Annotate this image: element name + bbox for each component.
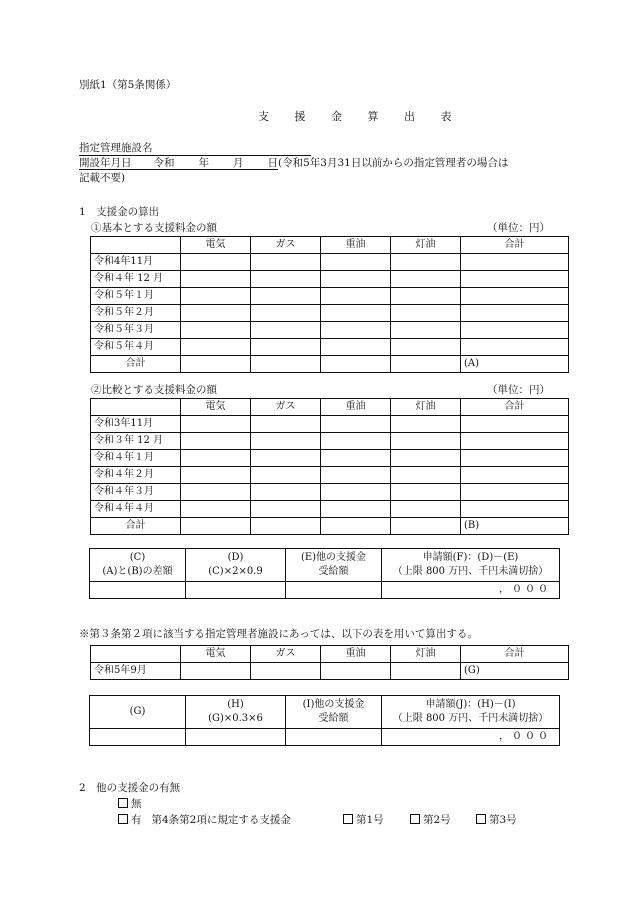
table-row — [91, 288, 569, 305]
table-c-header-cell: ガス — [251, 646, 321, 663]
section1-heading: 1 支援金の算出 — [79, 206, 160, 218]
row-label: 令和3年11月 — [91, 416, 181, 433]
input-cell[interactable] — [251, 484, 321, 501]
input-cell[interactable] — [391, 663, 461, 680]
input-cell[interactable] — [251, 254, 321, 271]
table-row — [91, 271, 569, 288]
table-a-caption: ①基本とする支援料金の額 — [91, 222, 217, 234]
calc-table-1-values — [90, 582, 560, 599]
input-cell[interactable] — [181, 322, 251, 339]
table-total-row — [91, 356, 569, 373]
row-label: 令和５年３月 — [91, 322, 181, 339]
input-cell[interactable] — [321, 501, 391, 518]
input-cell[interactable] — [251, 288, 321, 305]
opening-date-field[interactable] — [79, 158, 278, 170]
input-cell[interactable] — [391, 518, 461, 535]
checkbox-item-2[interactable] — [410, 814, 420, 824]
table-b — [90, 398, 569, 535]
input-cell[interactable] — [181, 467, 251, 484]
apply-amount-j-header: 申請額(J)：(H)－(I) （上限 800 万円、千円未満切捨） — [382, 696, 560, 729]
opening-era: 令和 — [153, 157, 175, 169]
input-cell[interactable] — [321, 322, 391, 339]
table-a-unit: （単位：円） — [487, 222, 550, 234]
table-row — [91, 339, 569, 356]
input-cell[interactable] — [321, 484, 391, 501]
table-row — [91, 433, 569, 450]
diff-ab-header: (C) (A)と(B)の差額 — [90, 549, 186, 582]
item-3[interactable] — [476, 814, 517, 826]
table-a-header-cell: 灯油 — [391, 237, 461, 254]
input-cell[interactable] — [461, 501, 569, 518]
table-c-header-cell: 合計 — [461, 646, 569, 663]
row-label: 令和５年２月 — [91, 305, 181, 322]
input-cell[interactable] — [321, 518, 391, 535]
input-cell[interactable] — [251, 305, 321, 322]
input-cell[interactable] — [286, 582, 382, 599]
checkbox-item-1[interactable] — [343, 814, 353, 824]
input-cell[interactable] — [251, 433, 321, 450]
table-b-header-row — [91, 399, 569, 416]
input-cell[interactable] — [461, 254, 569, 271]
calc-d-header: (D) (C)×2×0.9 — [186, 549, 286, 582]
calc-table-1-header — [90, 549, 560, 582]
page-title: 支 援 金 算 出 表 — [258, 110, 463, 123]
input-cell[interactable] — [181, 254, 251, 271]
calc-table-2-values — [90, 729, 560, 746]
input-cell[interactable] — [181, 663, 251, 680]
table-total-row — [91, 518, 569, 535]
input-cell[interactable] — [186, 729, 286, 746]
table-row — [91, 501, 569, 518]
row-label: 令和４年３月 — [91, 484, 181, 501]
opening-note-1: (令和5年3月31日以前からの指定管理者の場合は — [278, 157, 509, 169]
input-cell[interactable] — [181, 518, 251, 535]
input-cell[interactable] — [251, 416, 321, 433]
input-cell[interactable] — [321, 305, 391, 322]
total-label: 合計 — [91, 518, 181, 535]
input-cell[interactable] — [181, 288, 251, 305]
calc-table-2 — [89, 695, 560, 746]
calc-table-2-header — [90, 696, 560, 729]
opening-day: 日 — [267, 157, 278, 169]
input-cell[interactable] — [391, 450, 461, 467]
apply-amount-j-cell[interactable]: ，０００ — [382, 729, 560, 746]
table-b-unit: （単位：円） — [487, 384, 550, 396]
input-cell[interactable] — [321, 433, 391, 450]
table-row — [91, 416, 569, 433]
opening-month: 月 — [233, 157, 244, 169]
total-g-cell[interactable]: (G) — [461, 663, 569, 680]
total-label: 合計 — [91, 356, 181, 373]
input-cell[interactable] — [251, 339, 321, 356]
table-row — [91, 322, 569, 339]
article3-note: ※第３条第２項に該当する指定管理者施設にあっては、以下の表を用いて算出する。 — [79, 628, 478, 640]
option-none-label: 無 — [131, 798, 142, 810]
table-b-header-cell: 灯油 — [391, 399, 461, 416]
input-cell[interactable] — [181, 305, 251, 322]
table-row — [91, 254, 569, 271]
input-cell[interactable] — [391, 484, 461, 501]
input-cell[interactable] — [461, 450, 569, 467]
opening-year: 年 — [198, 157, 209, 169]
input-cell[interactable] — [321, 271, 391, 288]
input-cell[interactable] — [251, 356, 321, 373]
input-cell[interactable] — [391, 322, 461, 339]
input-cell[interactable] — [251, 663, 321, 680]
checkbox-none[interactable] — [118, 798, 128, 808]
option-yes-detail: 第4条第2項に規定する支援金 — [151, 814, 291, 826]
input-cell[interactable] — [181, 484, 251, 501]
input-cell[interactable] — [391, 501, 461, 518]
input-cell[interactable] — [391, 305, 461, 322]
table-b-caption: ②比較とする支援料金の額 — [91, 384, 217, 396]
input-cell[interactable] — [321, 339, 391, 356]
input-cell[interactable] — [251, 467, 321, 484]
calc-table-1 — [89, 548, 560, 599]
input-cell[interactable] — [461, 484, 569, 501]
other-subsidy-i-header: (I)他の支援金 受給額 — [286, 696, 382, 729]
input-cell[interactable] — [251, 518, 321, 535]
input-cell[interactable] — [181, 356, 251, 373]
input-cell[interactable] — [391, 254, 461, 271]
g-header: (G) — [90, 696, 186, 729]
input-cell[interactable] — [90, 582, 186, 599]
apply-amount-f-header: 申請額(F)：(D)－(E) （上限 800 万円、千円未満切捨） — [382, 549, 560, 582]
input-cell[interactable] — [391, 271, 461, 288]
input-cell[interactable] — [181, 450, 251, 467]
table-a — [90, 236, 569, 373]
total-a-cell[interactable]: (A) — [461, 356, 569, 373]
table-row — [91, 484, 569, 501]
table-a-header-cell — [91, 237, 181, 254]
input-cell[interactable] — [391, 356, 461, 373]
section2-heading: 2 他の支援金の有無 — [79, 782, 181, 794]
row-label: 令和３年 12 月 — [91, 433, 181, 450]
input-cell[interactable] — [251, 501, 321, 518]
item-2[interactable] — [410, 814, 451, 826]
input-cell[interactable] — [321, 288, 391, 305]
table-c-header-row — [91, 646, 569, 663]
total-b-cell[interactable]: (B) — [461, 518, 569, 535]
table-row — [91, 450, 569, 467]
table-b-header-cell — [91, 399, 181, 416]
opening-date-label: 開設年月日 — [79, 157, 132, 169]
input-cell[interactable] — [321, 467, 391, 484]
input-cell[interactable] — [181, 339, 251, 356]
input-cell[interactable] — [321, 356, 391, 373]
input-cell[interactable] — [321, 663, 391, 680]
table-a-header-row — [91, 237, 569, 254]
item-3-label: 第3号 — [489, 814, 517, 826]
input-cell[interactable] — [461, 322, 569, 339]
calc-h-header: (H) (G)×0.3×6 — [186, 696, 286, 729]
option-none[interactable] — [118, 798, 142, 810]
input-cell[interactable] — [251, 271, 321, 288]
row-label: 令和４年４月 — [91, 501, 181, 518]
input-cell[interactable] — [181, 416, 251, 433]
input-cell[interactable] — [461, 416, 569, 433]
appendix-label: 別紙1（第5条関係） — [79, 79, 177, 91]
opening-note-2: 記載不要) — [79, 172, 126, 184]
input-cell[interactable] — [391, 288, 461, 305]
input-cell[interactable] — [181, 501, 251, 518]
checkbox-yes[interactable] — [118, 814, 128, 824]
row-label: 令和4年11月 — [91, 254, 181, 271]
row-label: 令和５年１月 — [91, 288, 181, 305]
item-1[interactable] — [343, 814, 384, 826]
input-cell[interactable] — [461, 433, 569, 450]
table-a-header-cell: 重油 — [321, 237, 391, 254]
table-row — [91, 467, 569, 484]
table-b-header-cell: 合計 — [461, 399, 569, 416]
input-cell[interactable] — [461, 288, 569, 305]
input-cell[interactable] — [321, 450, 391, 467]
option-yes-label: 有 — [131, 814, 142, 826]
input-cell[interactable] — [181, 433, 251, 450]
input-cell[interactable] — [391, 339, 461, 356]
facility-name-field[interactable] — [79, 143, 311, 156]
row-label: 令和５年４月 — [91, 339, 181, 356]
row-label: 令和４年１月 — [91, 450, 181, 467]
item-1-label: 第1号 — [356, 814, 384, 826]
table-a-header-cell: 電気 — [181, 237, 251, 254]
opening-date-line — [79, 158, 508, 170]
row-label: 令和４年 12 月 — [91, 271, 181, 288]
table-c — [90, 645, 569, 680]
input-cell[interactable] — [461, 305, 569, 322]
table-a-header-cell: ガス — [251, 237, 321, 254]
table-row — [91, 305, 569, 322]
input-cell[interactable] — [90, 729, 186, 746]
table-c-header-cell — [91, 646, 181, 663]
other-subsidy-e-header: (E)他の支援金 受給額 — [286, 549, 382, 582]
table-b-header-cell: 電気 — [181, 399, 251, 416]
input-cell[interactable] — [251, 450, 321, 467]
input-cell[interactable] — [321, 254, 391, 271]
facility-name-label: 指定管理施設名 — [79, 142, 153, 154]
table-a-header-cell: 合計 — [461, 237, 569, 254]
input-cell[interactable] — [186, 582, 286, 599]
input-cell[interactable] — [461, 339, 569, 356]
table-b-header-cell: 重油 — [321, 399, 391, 416]
row-label: 令和４年２月 — [91, 467, 181, 484]
input-cell[interactable] — [251, 322, 321, 339]
table-c-header-cell: 灯油 — [391, 646, 461, 663]
table-c-header-cell: 電気 — [181, 646, 251, 663]
input-cell[interactable] — [391, 416, 461, 433]
input-cell[interactable] — [391, 467, 461, 484]
input-cell[interactable] — [461, 467, 569, 484]
table-c-header-cell: 重油 — [321, 646, 391, 663]
checkbox-item-3[interactable] — [476, 814, 486, 824]
table-row — [91, 663, 569, 680]
option-yes[interactable] — [118, 814, 291, 826]
input-cell[interactable] — [286, 729, 382, 746]
apply-amount-f-cell[interactable]: ，０００ — [382, 582, 560, 599]
input-cell[interactable] — [461, 271, 569, 288]
table-b-header-cell: ガス — [251, 399, 321, 416]
input-cell[interactable] — [321, 416, 391, 433]
item-2-label: 第2号 — [423, 814, 451, 826]
input-cell[interactable] — [391, 433, 461, 450]
row-label: 令和5年9月 — [91, 663, 181, 680]
input-cell[interactable] — [181, 271, 251, 288]
